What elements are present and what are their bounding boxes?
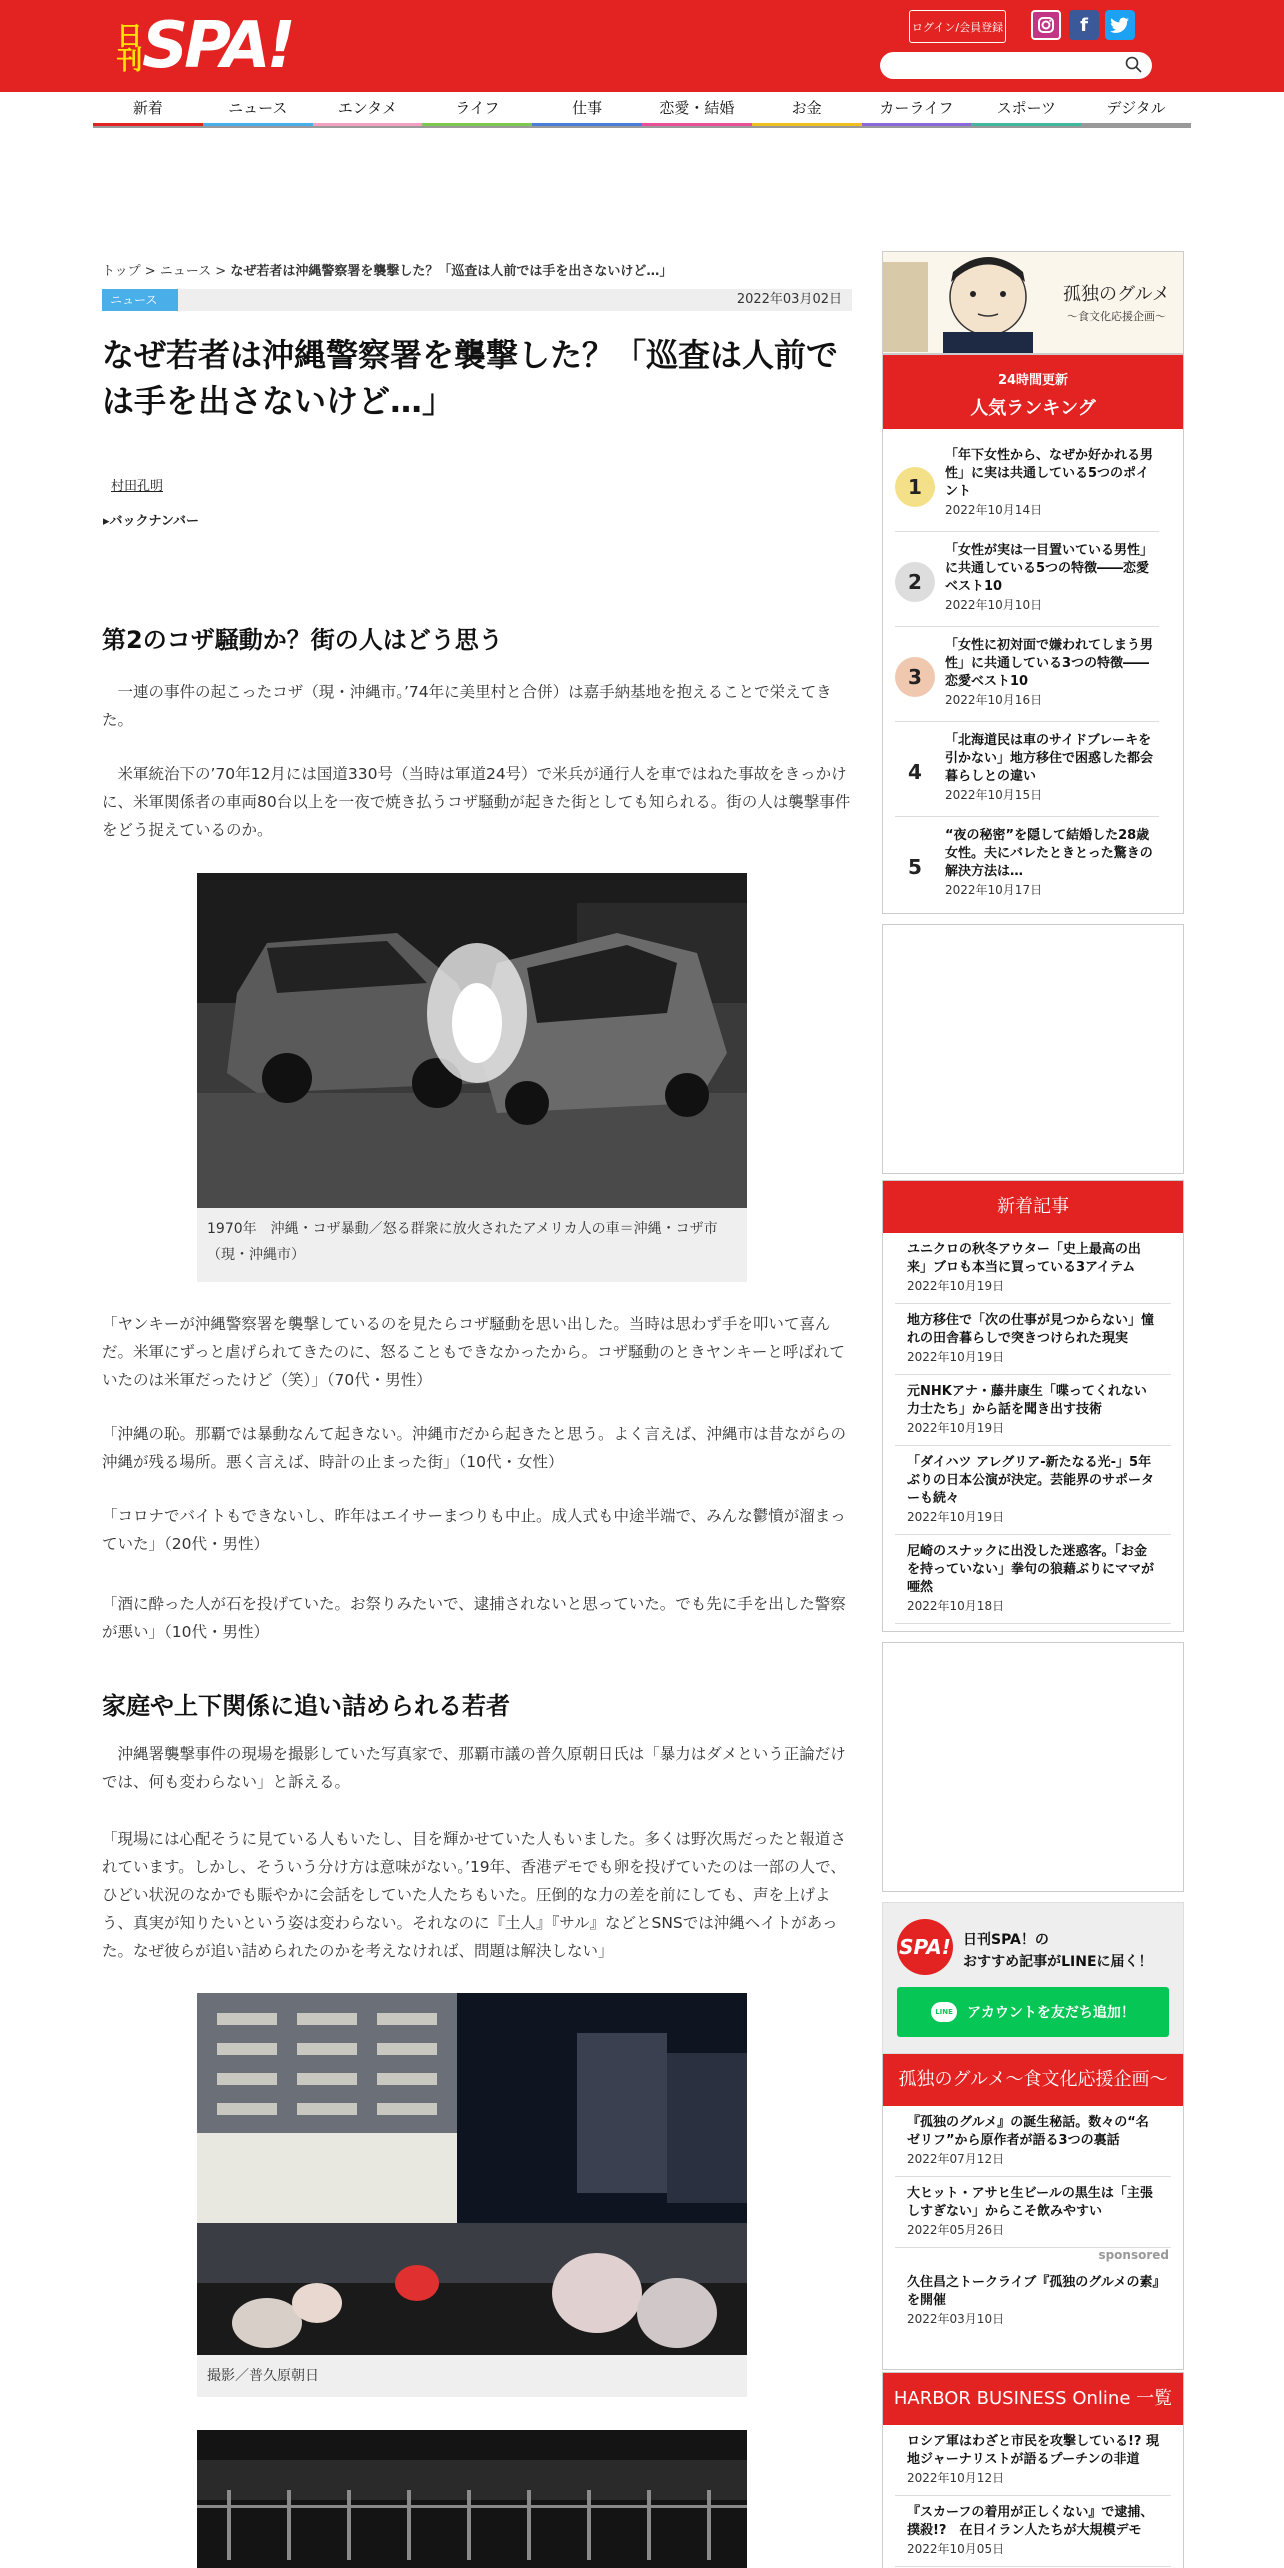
site-header: [0, 0, 1284, 92]
line-promo-text: 日刊SPA！の おすすめ記事がLINEに届く！: [963, 1932, 1153, 1970]
login-button[interactable]: ログイン/会員登録: [909, 10, 1006, 43]
paragraph: 「酒に酔った人が石を投げていた。お祭りみたいで、逮捕されないと思っていた。でも先に手を出した警察が悪い」（10代・男性）: [102, 1595, 846, 1641]
new-article-item[interactable]: 「ダイハツ アレグリア-新たなる光-」5年ぶりの日本公演が決定。芸能界のサポーターも続々 2022年10月19日: [895, 1446, 1171, 1535]
paragraph: 「ヤンキーが沖縄警察署を襲撃しているのを見たらコザ騒動を思い出した。当時は思わず手を叩いて喜んだ。米軍にずっと虐げられてきたのに、怒ることもできなかったから。コザ騒動のときヤンキーと呼ばれていたのは米軍だったけど（笑）」（70代・男性）: [102, 1315, 845, 1389]
ad-slot: [882, 1642, 1184, 1892]
new-articles-title: 新着記事: [883, 1181, 1183, 1233]
nav-item[interactable]: スポーツ: [971, 92, 1081, 126]
rank-title: “夜の秘密”を隠して結婚した28歳女性。夫にバレたときとった驚きの解決方法は…: [945, 828, 1153, 879]
rank-number: 1: [895, 467, 935, 507]
rank-date: 2022年10月10日: [945, 598, 1043, 612]
article-photo-koza-riot: [197, 873, 747, 1208]
article-photo-police-station: [197, 1993, 747, 2355]
article-title: なぜ若者は沖縄警察署を襲撃した？「巡査は人前では手を出さないけど…」: [102, 336, 839, 420]
line-icon: LINE: [931, 2002, 957, 2022]
photo-caption: 1970年 沖縄・コザ暴動／怒る群衆に放火されたアメリカ人の車＝沖縄・コザ市（現・沖縄市）: [197, 1208, 747, 1282]
harbor-box: [882, 2372, 1184, 2568]
new-article-item[interactable]: ユニクロの秋冬アウター「史上最高の出来」ブロも本当に買っている3アイテム 2022年10月19日: [895, 1233, 1171, 1304]
paragraph: 「現場には心配そうに見ている人もいたし、目を輝かせていた人もいました。多くは野次馬だったと報道されています。しかし、そういう分け方は意味がない。’19年、香港デモでも卵を投げていたのは一部の人で、ひどい状況のなかでも賑やかに会話をしていた人たちもいた。圧倒的な力の差を前にしても、声を上げよう、真実が知りたいという姿は変わらない。それなのに『土人』『サル』などとSNSでは沖縄ヘイトがあった。なぜ彼らが追い詰められたのかを考えなければ、問題は解決しない」: [102, 1830, 847, 1960]
rank-date: 2022年10月17日: [945, 883, 1043, 897]
ranking-item[interactable]: [895, 817, 1159, 912]
new-article-item[interactable]: 元NHKアナ・藤井康生「喋ってくれない力士たち」から話を聞き出す技術 2022年10月19日: [895, 1375, 1171, 1446]
rank-date: 2022年10月16日: [945, 693, 1043, 707]
nav-item[interactable]: 新着: [93, 92, 203, 126]
breadcrumb-current: なぜ若者は沖縄警察署を襲撃した？「巡査は人前では手を出さないけど…」: [230, 264, 673, 279]
harbor-item[interactable]: 『スカーフの着用が正しくない』で逮捕、撲殺!? 在日イラン人たちが大規模デモ 2022年10月05日: [895, 2496, 1171, 2567]
article-date: 2022年03月02日: [736, 292, 842, 307]
rank-date: 2022年10月15日: [945, 788, 1043, 802]
ranking-item[interactable]: [895, 437, 1159, 532]
search-input[interactable]: [880, 52, 1152, 79]
nav-item[interactable]: 恋愛・結婚: [642, 92, 752, 126]
breadcrumb-category[interactable]: ニュース: [159, 264, 212, 279]
ranking-box: [882, 354, 1184, 914]
sponsored-label: sponsored: [1098, 2248, 1169, 2262]
rank-title: 「女性に初対面で嫌われてしまう男性」に共通している3つの特徴――恋愛ベスト10: [945, 638, 1154, 689]
rank-date: 2022年10月14日: [945, 503, 1043, 517]
ranking-item[interactable]: [895, 627, 1159, 722]
line-promo-box: [882, 1902, 1184, 2054]
new-article-item[interactable]: 尼崎のスナックに出没した迷惑客。「お金を持っていない」拳句の狼藉ぶりにママが唖然 2022年10月18日: [895, 1535, 1171, 1624]
breadcrumb-home[interactable]: トップ: [102, 264, 141, 279]
gourmet-item[interactable]: 大ヒット・アサヒ生ビールの黒生は「主張しすぎない」からこそ飲みやすい 2022年05月26日: [895, 2177, 1171, 2248]
rank-number: 3: [895, 657, 935, 697]
paragraph: 一連の事件の起こったコザ（現・沖縄市。’74年に美里村と合併）は嘉手納基地を抱えることで栄えてきた。: [102, 683, 832, 729]
paragraph: 「コロナでバイトもできないし、昨年はエイサーまつりも中止。成人式も中途半端で、みんな鬱憤が溜まっていた」（20代・男性）: [102, 1507, 846, 1553]
section-heading-2: 家庭や上下関係に追い詰められる若者: [102, 1692, 510, 1720]
ranking-item[interactable]: [895, 722, 1159, 817]
nav-item[interactable]: ライフ: [422, 92, 532, 126]
facebook-icon[interactable]: f: [1069, 10, 1099, 40]
nav-item[interactable]: エンタメ: [313, 92, 423, 126]
rank-number: 4: [895, 752, 935, 792]
nav-item[interactable]: お金: [752, 92, 862, 126]
paragraph: 沖縄署襲撃事件の現場を撮影していた写真家で、那覇市議の普久原朝日氏は「暴力はダメという正論だけでは、何も変わらない」と訴える。: [102, 1745, 846, 1791]
rank-title: 「年下女性から、なぜか好かれる男性」に実は共通している5つのポイント: [945, 448, 1154, 499]
instagram-icon[interactable]: [1031, 10, 1061, 40]
harbor-item[interactable]: ロシア軍はわざと市民を攻撃している!? 現地ジャーナリストが語るプーチンの非道 2022年10月12日: [895, 2425, 1171, 2496]
ad-slot: [882, 924, 1184, 1174]
rank-number: 2: [895, 562, 935, 602]
new-articles-box: [882, 1180, 1184, 1632]
author-link[interactable]: 村田孔明: [111, 479, 164, 494]
nav-item[interactable]: 仕事: [532, 92, 642, 126]
banner-subtitle: 〜食文化応援企画〜: [1067, 310, 1166, 323]
nav-item[interactable]: デジタル: [1081, 92, 1191, 126]
site-logo[interactable]: [110, 9, 292, 83]
paragraph: 「沖縄の恥。那覇では暴動なんて起きない。沖縄市だから起きたと思う。よく言えば、沖縄市は昔ながらの沖縄が残る場所。悪く言えば、時計の止まった街」（10代・女性）: [102, 1425, 847, 1471]
rank-title: 「北海道民は車のサイドブレーキを引かない」地方移住で困惑した都会暮らしとの違い: [945, 733, 1154, 784]
section-heading-1: 第2のコザ騒動か？街の人はどう思う: [102, 626, 503, 654]
category-bar: [102, 289, 852, 311]
logo-spa: SPA!: [142, 9, 292, 83]
main-nav: [93, 92, 1191, 128]
photo-caption: 撮影／普久原朝日: [197, 2355, 747, 2397]
ranking-item[interactable]: [895, 532, 1159, 627]
backnumber-link[interactable]: ▸バックナンバー: [103, 514, 199, 529]
paragraph: 米軍統治下の’70年12月には国道330号（当時は軍道24号）で米兵が通行人を車ではねた事故をきっかけに、米軍関係者の車両80台以上を一夜で焼き払うコザ騒動が起きた街としても知られる。街の人は襲撃事件をどう捉えているのか。: [102, 765, 851, 839]
twitter-icon[interactable]: [1105, 10, 1135, 40]
breadcrumb: トップ > ニュース > なぜ若者は沖縄警察署を襲撃した？「巡査は人前では手を出さないけど…」: [102, 264, 673, 279]
spa-circle-logo: SPA!: [897, 1919, 953, 1975]
gourmet-item[interactable]: 久住昌之トークライブ『孤独のグルメの素』を開催 2022年03月10日: [907, 2275, 1159, 2326]
search-icon[interactable]: [1125, 56, 1142, 73]
gourmet-title: 孤独のグルメ～食文化応援企画～: [883, 2054, 1183, 2106]
ranking-title: 人気ランキング: [970, 398, 1096, 419]
banner-title: 孤独のグルメ: [1063, 284, 1170, 305]
nav-item[interactable]: カーライフ: [862, 92, 972, 126]
line-add-friend-button[interactable]: LINE アカウントを友だち追加！: [897, 1987, 1169, 2037]
article-photo-night: [197, 2430, 747, 2568]
new-article-item[interactable]: 地方移住で「次の仕事が見つからない」憧れの田舎暮らしで突きつけられた現実 2022年10月19日: [895, 1304, 1171, 1375]
harbor-title: HARBOR BUSINESS Online 一覧: [883, 2373, 1183, 2425]
gourmet-item[interactable]: 『孤独のグルメ』の誕生秘話。数々の“名ゼリフ”から原作者が語る3つの裏話 2022年07月12日: [895, 2106, 1171, 2177]
logo-nikkan: 日刊: [112, 22, 142, 70]
gourmet-box: [882, 2054, 1184, 2370]
ranking-header: 24時間更新 人気ランキング: [883, 355, 1183, 429]
kodoku-gourmet-banner[interactable]: [882, 251, 1184, 354]
rank-number: 5: [895, 847, 935, 887]
nav-item[interactable]: ニュース: [203, 92, 313, 126]
rank-title: 「女性が実は一目置いている男性」に共通している5つの特徴――恋愛ベスト10: [945, 543, 1154, 594]
category-tag[interactable]: ニュース: [102, 289, 178, 311]
